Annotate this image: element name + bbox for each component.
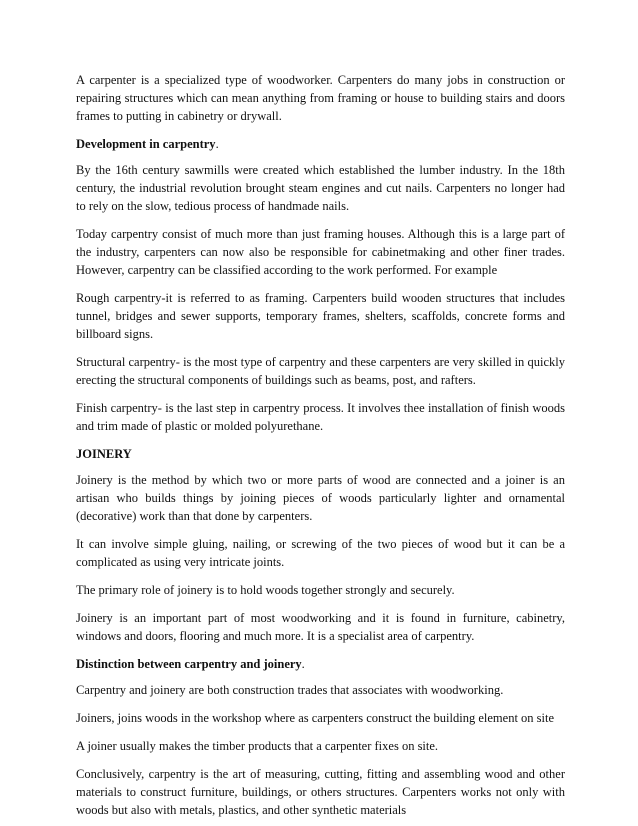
section-heading bbox=[76, 655, 565, 673]
heading-period: . bbox=[301, 657, 305, 671]
paragraph: It can involve simple gluing, nailing, or screwing of the two pieces of wood but it can be a complicated as using very intricate joints. bbox=[76, 537, 565, 569]
paragraph: Joiners, joins woods in the workshop where as carpenters construct the building element on site bbox=[76, 711, 555, 725]
section-heading bbox=[76, 445, 565, 463]
heading-text: Distinction between carpentry and joinery bbox=[76, 657, 302, 671]
paragraph: Structural carpentry- is the most type of carpentry and these carpenters are very skilled in quickly erecting the structural components of buildings such as beams, post, and rafters. bbox=[76, 355, 565, 387]
paragraph: Today carpentry consist of much more than just framing houses. Although this is a large part of the industry, carpenters can now also be responsible for cabinetmaking and other finer trades. However, carpentry can be classified according to the work performed. For example bbox=[76, 227, 565, 277]
paragraph: By the 16th century sawmills were created which established the lumber industry. In the 18th century, the industrial revolution brought steam engines and cut nails. Carpenters no longer had to rely on the slow, tedious process of handmade nails. bbox=[76, 163, 565, 213]
paragraph: Joinery is an important part of most woodworking and it is found in furniture, cabinetry, windows and doors, flooring and much more. It is a specialist area of carpentry. bbox=[76, 611, 565, 643]
heading-period: . bbox=[215, 137, 219, 151]
paragraph: A carpenter is a specialized type of woodworker. Carpenters do many jobs in construction or repairing structures which can mean anything from framing or house to building stairs and doors frames to putting in cabinetry or drywall. bbox=[76, 73, 565, 123]
heading-text: JOINERY bbox=[76, 447, 132, 461]
paragraph: Conclusively, carpentry is the art of measuring, cutting, fitting and assembling wood and other materials to construct furniture, buildings, or others structures. Carpenters works not only with woods but also with metals, plastics, and other synthetic materials bbox=[76, 767, 565, 817]
paragraph: Finish carpentry- is the last step in carpentry process. It involves thee installation of finish woods and trim made of plastic or molded polyurethane. bbox=[76, 401, 565, 433]
paragraph: The primary role of joinery is to hold woods together strongly and securely. bbox=[76, 583, 455, 597]
paragraph: A joiner usually makes the timber products that a carpenter fixes on site. bbox=[76, 739, 439, 753]
section-heading bbox=[76, 135, 565, 153]
heading-text: Development in carpentry bbox=[76, 137, 216, 151]
paragraph: Rough carpentry-it is referred to as framing. Carpenters build wooden structures that includes tunnel, bridges and sewer supports, temporary frames, shelters, scaffolds, concrete forms and billboard signs. bbox=[76, 291, 565, 341]
paragraph: Carpentry and joinery are both construction trades that associates with woodworking. bbox=[76, 683, 504, 697]
paragraph: Joinery is the method by which two or more parts of wood are connected and a joiner is an artisan who builds things by joining pieces of woods particularly lighter and ornamental (decorative) work than that done by carpenters. bbox=[76, 473, 565, 523]
